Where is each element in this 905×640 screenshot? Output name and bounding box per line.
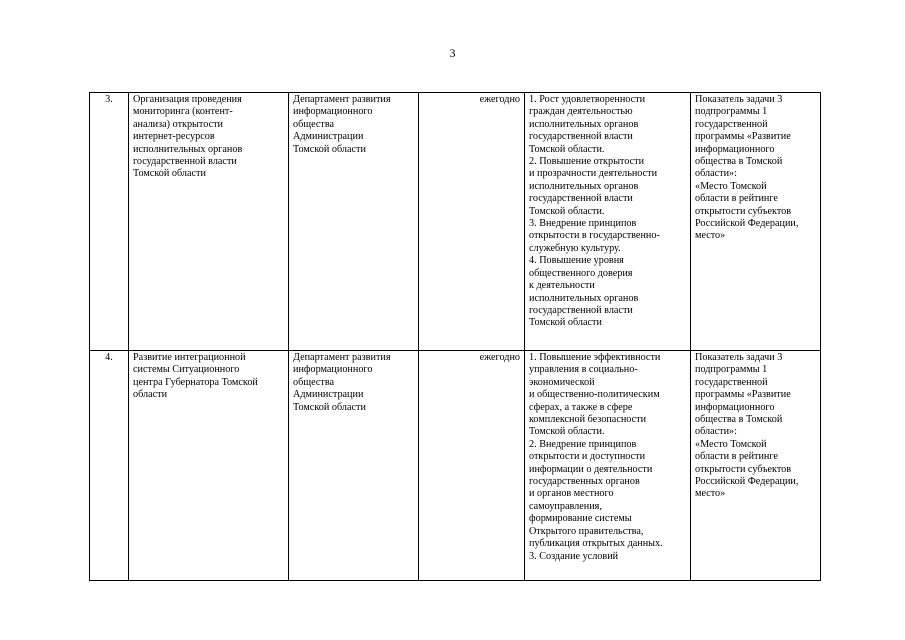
text-line: Томской области. xyxy=(529,143,605,155)
text-line: экономической xyxy=(529,376,595,388)
term: ежегодно xyxy=(419,93,525,351)
text-line: исполнительных органов xyxy=(529,118,639,130)
expected-results xyxy=(525,351,691,581)
text-line: Открытого правительства, xyxy=(529,525,644,537)
text-line: 2. Внедрение принципов xyxy=(529,438,637,450)
table-row xyxy=(90,351,821,581)
text-line: подпрограммы 1 xyxy=(695,364,768,376)
text-line: государственной xyxy=(695,118,768,130)
text-line: формирование системы xyxy=(529,513,632,525)
text-line: 2. Повышение открытости xyxy=(529,156,645,168)
text-line: Администрации xyxy=(293,389,364,401)
text-line: Томской области xyxy=(293,143,366,155)
text-line: 3. Создание условий xyxy=(529,550,619,562)
text-line: 1. Повышение эффективности xyxy=(529,352,661,363)
text-line: открытости субъектов xyxy=(695,463,792,475)
text-line: «Место Томской xyxy=(695,438,767,450)
text-line: области в рейтинге xyxy=(695,451,778,463)
text-line: общества xyxy=(293,376,335,388)
text-line: общества xyxy=(293,118,335,130)
text-line: «Место Томской xyxy=(695,180,767,192)
text-line: 1. Рост удовлетворенности xyxy=(529,94,646,105)
text-line: 3. Внедрение принципов xyxy=(529,218,637,230)
text-line: граждан деятельностью xyxy=(529,106,633,118)
text-line: анализа) открытости xyxy=(133,118,223,130)
text-line: служебную культуру. xyxy=(529,242,621,254)
text-line: государственной власти xyxy=(529,193,633,205)
text-line: области в рейтинге xyxy=(695,193,778,205)
text-line: общества в Томской xyxy=(695,414,783,426)
text-line: Показатель задачи 3 xyxy=(695,352,783,363)
text-line: государственной xyxy=(695,376,768,388)
text-line: публикация открытых данных. xyxy=(529,538,663,550)
text-line: Томской области. xyxy=(529,205,605,217)
text-line: Томской области xyxy=(293,401,366,413)
row-number: 3. xyxy=(90,93,129,351)
term: ежегодно xyxy=(419,351,525,581)
text-line: Российской Федерации, xyxy=(695,218,799,230)
text-line: исполнительных органов xyxy=(133,143,243,155)
text-line: 4. Повышение уровня xyxy=(529,255,624,267)
text-line: место» xyxy=(695,488,726,500)
text-line: Томской области. xyxy=(529,426,605,438)
text-line: информации о деятельности xyxy=(529,463,653,475)
text-line: Развитие интеграционной xyxy=(133,352,246,363)
text-line: управления в социально- xyxy=(529,364,638,376)
text-line: государственной власти xyxy=(529,131,633,143)
text-line: открытости в государственно- xyxy=(529,230,660,242)
measures-table xyxy=(89,92,821,581)
table-row xyxy=(90,93,821,351)
text-line: интернет-ресурсов xyxy=(133,131,215,143)
text-line: Департамент развития xyxy=(293,94,391,105)
text-line: Организация проведения xyxy=(133,94,242,105)
text-line: информационного xyxy=(695,143,775,155)
text-line: подпрограммы 1 xyxy=(695,106,768,118)
measure-name xyxy=(129,93,289,351)
responsible-department xyxy=(289,93,419,351)
text-line: Томской области xyxy=(133,168,206,180)
text-line: информационного xyxy=(293,364,373,376)
text-line: области»: xyxy=(695,168,737,180)
text-line: области xyxy=(133,389,168,401)
text-line: Российской Федерации, xyxy=(695,476,799,488)
text-line: области»: xyxy=(695,426,737,438)
text-line: Томской области xyxy=(529,317,602,329)
text-line: Департамент развития xyxy=(293,352,391,363)
text-line: открытости субъектов xyxy=(695,205,792,217)
text-line: программы «Развитие xyxy=(695,131,791,143)
indicator xyxy=(691,351,821,581)
text-line: общественного доверия xyxy=(529,267,633,279)
text-line: открытости и доступности xyxy=(529,451,646,463)
text-line: самоуправления, xyxy=(529,500,602,512)
text-line: информационного xyxy=(695,401,775,413)
text-line: информационного xyxy=(293,106,373,118)
text-line: программы «Развитие xyxy=(695,389,791,401)
text-line: мониторинга (контент- xyxy=(133,106,233,118)
text-line: системы Ситуационного xyxy=(133,364,240,376)
text-line: комплексной безопасности xyxy=(529,414,647,426)
text-line: центра Губернатора Томской xyxy=(133,376,258,388)
text-line: общества в Томской xyxy=(695,156,783,168)
responsible-department xyxy=(289,351,419,581)
text-line: к деятельности xyxy=(529,280,595,292)
text-line: Показатель задачи 3 xyxy=(695,94,783,105)
text-line: и общественно-политическим xyxy=(529,389,660,401)
text-line: исполнительных органов xyxy=(529,292,639,304)
text-line: государственной власти xyxy=(529,304,633,316)
text-line: сферах, а также в сфере xyxy=(529,401,633,413)
text-line: исполнительных органов xyxy=(529,180,639,192)
text-line: место» xyxy=(695,230,726,242)
expected-results xyxy=(525,93,691,351)
text-line: государственных органов xyxy=(529,476,640,488)
row-number: 4. xyxy=(90,351,129,581)
page-number: 3 xyxy=(449,46,456,60)
text-line: Администрации xyxy=(293,131,364,143)
text-line: и прозрачности деятельности xyxy=(529,168,658,180)
text-line: и органов местного xyxy=(529,488,614,500)
text-line: государственной власти xyxy=(133,156,237,168)
indicator xyxy=(691,93,821,351)
measure-name xyxy=(129,351,289,581)
